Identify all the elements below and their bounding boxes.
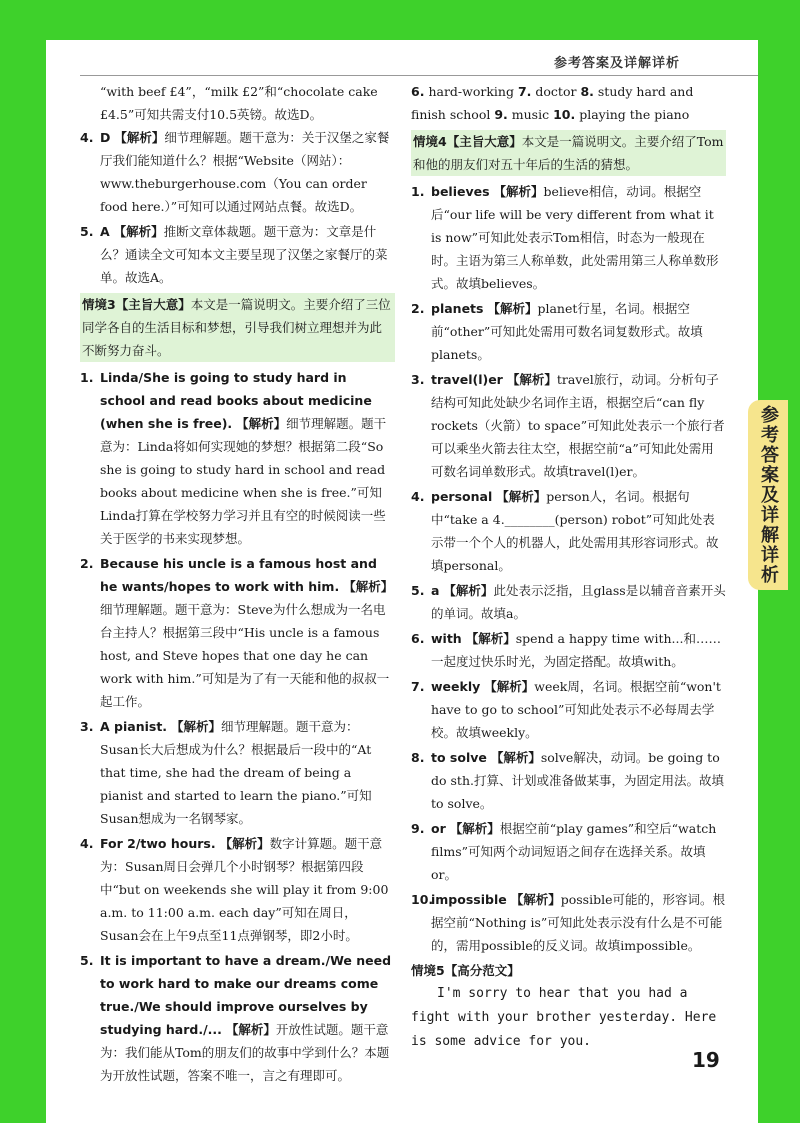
item-answer: It is important to have a dream./We need to work hard to make our dreams come true./We should improve ourselves by studying hard./... — [100, 953, 392, 1037]
item-tag: 【解析】 — [510, 892, 561, 907]
item-text: hard-working — [428, 84, 514, 99]
item-number: 6. — [411, 84, 425, 99]
item-text: 开放性试题。题干意为：我们能从Tom的朋友们的故事中学到什么？本题为开放性试题，答案不唯一，言之有理即可。 — [100, 1022, 390, 1083]
item-body — [100, 366, 395, 550]
continued-answers — [411, 80, 726, 126]
answer-item — [411, 888, 726, 957]
left-column — [80, 80, 395, 1089]
item-number: 5. — [411, 583, 425, 598]
item-answer: to solve — [431, 750, 487, 765]
item-body — [431, 485, 726, 577]
answer-item — [80, 126, 395, 218]
item-number: 6. — [411, 631, 425, 646]
item-body — [431, 627, 726, 673]
item-body — [431, 297, 726, 366]
item-body — [100, 552, 395, 713]
item-number: 2. — [411, 301, 425, 316]
side-tab-label: 参考答案及详解详析 — [758, 405, 779, 585]
scene-3 — [80, 293, 395, 362]
item-tag: 【解析】 — [343, 579, 394, 594]
item-number: 3. — [411, 372, 425, 387]
item-text: solve解决，动词。be going to do sth.打算、计划或准备做某事，为固定用法。故填to solve。 — [431, 750, 724, 811]
scene-4-text: 本文是一篇说明文。主要介绍了Tom和他的朋友们对五十年后的生活的猜想。 — [413, 134, 724, 172]
item-tag: 【解析】 — [493, 184, 544, 199]
item-number: 7. — [411, 679, 425, 694]
top-border — [0, 0, 800, 40]
item-text: possible可能的，形容词。根据空前“Nothing is”可知此处表示没有什么是不可能的，需用possible的反义词。故填impossible。 — [431, 892, 725, 953]
item-body — [100, 832, 395, 947]
item-body — [431, 579, 726, 625]
item-text: 细节理解题。题干意为：Susan长大后想成为什么？根据最后一段中的“At that time, she had the dream of being a pianist and started to learn the piano.”可知Susan想成为一名钢琴家。 — [100, 719, 372, 826]
item-text: 数字计算题。题干意为：Susan周日会弹几个小时钢琴？根据第四段中“but on weekends she will play it from 9:00 a.m. to 11:00 a.m. each day”可知在周日，Susan会在上午9点至11点弹钢琴，即2小时。 — [100, 836, 389, 943]
item-text: believe相信，动词。根据空后“our life will be very different from what it is now”可知此处表示Tom相信，时态为一般现在时。主语为第三人称单数，此处需用第三人称单数形式。故填believes。 — [431, 184, 719, 291]
item-number: 10. — [553, 107, 576, 122]
item-tag: 【解析】 — [236, 416, 287, 431]
item-text: spend a happy time with...和……一起度过快乐时光，为固定搭配。故填with。 — [431, 631, 721, 669]
item-tag: 【解析】 — [465, 631, 516, 646]
item-answer: personal — [431, 489, 493, 504]
item-number: 2. — [80, 556, 94, 571]
item-body — [431, 888, 726, 957]
item-answer: or — [431, 821, 446, 836]
item-text: 推断文章体裁题。题干意为：文章是什么？通读全文可知本文主要呈现了汉堡之家餐厅的菜单。故选A。 — [100, 224, 388, 285]
item-number: 10. — [411, 892, 434, 907]
item-tag: 【解析】 — [114, 130, 165, 145]
answer-item — [411, 180, 726, 295]
item-answer: Because his uncle is a famous host and he wants/hopes to work with him. — [100, 556, 377, 594]
item-number: 1. — [411, 184, 425, 199]
item-number: 3. — [80, 719, 94, 734]
answer-item — [411, 368, 726, 483]
answer-item — [411, 485, 726, 577]
item-body — [431, 368, 726, 483]
item-number: 8. — [580, 84, 594, 99]
scene-3-title: 情境3【主旨大意】 — [82, 297, 191, 312]
item-number: 4. — [80, 130, 94, 145]
item-answer: For 2/two hours. — [100, 836, 216, 851]
item-body — [100, 715, 395, 830]
item-answer: weekly — [431, 679, 481, 694]
item-answer: with — [431, 631, 462, 646]
item-number: 4. — [411, 489, 425, 504]
item-answer: a — [431, 583, 440, 598]
item-text: week周，名词。根据空前“won't have to go to school”可知此处表示不必每周去学校。故填weekly。 — [431, 679, 721, 740]
scene-4-title: 情境4【主旨大意】 — [413, 134, 522, 149]
item-text: 细节理解题。题干意为：Steve为什么想成为一名电台主持人？根据第三段中“His uncle is a famous host, and Steve hopes that one day he can work with him.”可知是为了有一天能和他的叔叔一起工作。 — [100, 602, 390, 709]
item-tag: 【解析】 — [171, 719, 222, 734]
item-number: 1. — [80, 370, 94, 385]
item-answer: planets — [431, 301, 484, 316]
item-text: playing the piano — [579, 107, 690, 122]
running-header: 参考答案及详解详析 — [554, 56, 681, 71]
item-body — [100, 220, 395, 289]
item-answer: impossible — [431, 892, 507, 907]
item-number: 9. — [411, 821, 425, 836]
item-answer: A pianist. — [100, 719, 168, 734]
answer-item — [80, 552, 395, 713]
item-number: 4. — [80, 836, 94, 851]
item-tag: 【解析】 — [484, 679, 535, 694]
answer-item — [411, 627, 726, 673]
item-tag: 【解析】 — [219, 836, 270, 851]
item-body — [431, 675, 726, 744]
continued-answer-line — [411, 80, 726, 126]
answer-item — [80, 220, 395, 289]
item-text: person人，名词。根据句中“take a 4.________(person) robot”可知此处表示带一个个人的机器人，此处需用其形容词形式。故填personal。 — [431, 489, 719, 573]
answer-item — [80, 715, 395, 830]
left-items-b — [80, 366, 395, 1087]
right-items — [411, 180, 726, 957]
answer-item — [80, 949, 395, 1087]
answer-item — [411, 746, 726, 815]
item-number: 7. — [517, 84, 532, 99]
item-text: doctor — [535, 84, 577, 99]
item-text: travel旅行，动词。分析句子结构可知此处缺少名词作主语，根据空后“can fly rockets（火箭）to space”可知此处表示一个旅行者可以乘坐火箭去往太空，根据空前“a”可知此处需用可数名词单数形式。故填travel(l)er。 — [431, 372, 725, 479]
item-tag: 【解析】 — [496, 489, 547, 504]
item-tag: 【解析】 — [487, 301, 538, 316]
scene-4 — [411, 130, 726, 176]
answer-item — [411, 675, 726, 744]
item-number: 5. — [80, 953, 94, 968]
item-answer: D — [100, 130, 111, 145]
answer-item — [80, 832, 395, 947]
item-number: 5. — [80, 224, 94, 239]
item-text: 根据空前“play games”和空后“watch films”可知两个动词短语之间存在选择关系。故填or。 — [431, 821, 717, 882]
scene-5-title: 情境5【高分范文】 — [411, 963, 520, 978]
scene-3-text: 本文是一篇说明文。主要介绍了三位同学各自的生活目标和梦想，引导我们树立理想并为此不断努力奋斗。 — [82, 297, 391, 358]
item-answer: believes — [431, 184, 490, 199]
item-text: study hard and finish school — [411, 84, 694, 122]
right-column — [411, 80, 726, 1054]
item-tag: 【解析】 — [443, 583, 494, 598]
continued-text: “with beef £4”，“milk £2”和“chocolate cake £4.5”可知共需支付10.5英镑。故选D。 — [100, 84, 378, 122]
item-tag: 【解析】 — [225, 1022, 276, 1037]
item-body — [100, 126, 395, 218]
item-body — [100, 949, 395, 1087]
side-tab — [748, 400, 788, 590]
left-items-a — [80, 126, 395, 289]
answer-item — [411, 817, 726, 886]
item-body — [431, 180, 726, 295]
item-tag: 【解析】 — [113, 224, 164, 239]
item-tag: 【解析】 — [490, 750, 541, 765]
answer-item — [411, 579, 726, 625]
item-body — [431, 817, 726, 886]
item-answer: travel(l)er — [431, 372, 503, 387]
item-number: 8. — [411, 750, 425, 765]
item-body — [431, 746, 726, 815]
item-tag: 【解析】 — [449, 821, 500, 836]
item-text: 细节理解题。题干意为：Linda将如何实现她的梦想？根据第二段“So she is going to study hard in school and read books about medicine when she is free.”可知Linda打算在学校努力学习并且有空的时候阅读一些关于医学的书来实现梦想。 — [100, 416, 387, 546]
model-essay: I'm sorry to hear that you had a fight with your brother yesterday. Here is some advice for you. — [411, 986, 717, 1049]
answer-item — [80, 366, 395, 550]
answer-item — [411, 297, 726, 366]
item-answer: A — [100, 224, 110, 239]
item-text: 此处表示泛指，且glass是以辅音音素开头的单词。故填a。 — [431, 583, 726, 621]
item-number: 9. — [494, 107, 508, 122]
header-rule — [80, 75, 758, 76]
item-answer: Linda/She is going to study hard in school and read books about medicine (when she is free). — [100, 370, 372, 431]
item-tag: 【解析】 — [506, 372, 557, 387]
page-number: 19 — [692, 1048, 720, 1072]
item-text: music — [511, 107, 550, 122]
item-text: planet行星，名词。根据空前“other”可知此处需用可数名词复数形式。故填planets。 — [431, 301, 703, 362]
item-text: 细节理解题。题干意为：关于汉堡之家餐厅我们能知道什么？根据“Website（网站）：www.theburgerhouse.com（You can order food here.）”可知可以通过网站点餐。故选D。 — [100, 130, 390, 214]
